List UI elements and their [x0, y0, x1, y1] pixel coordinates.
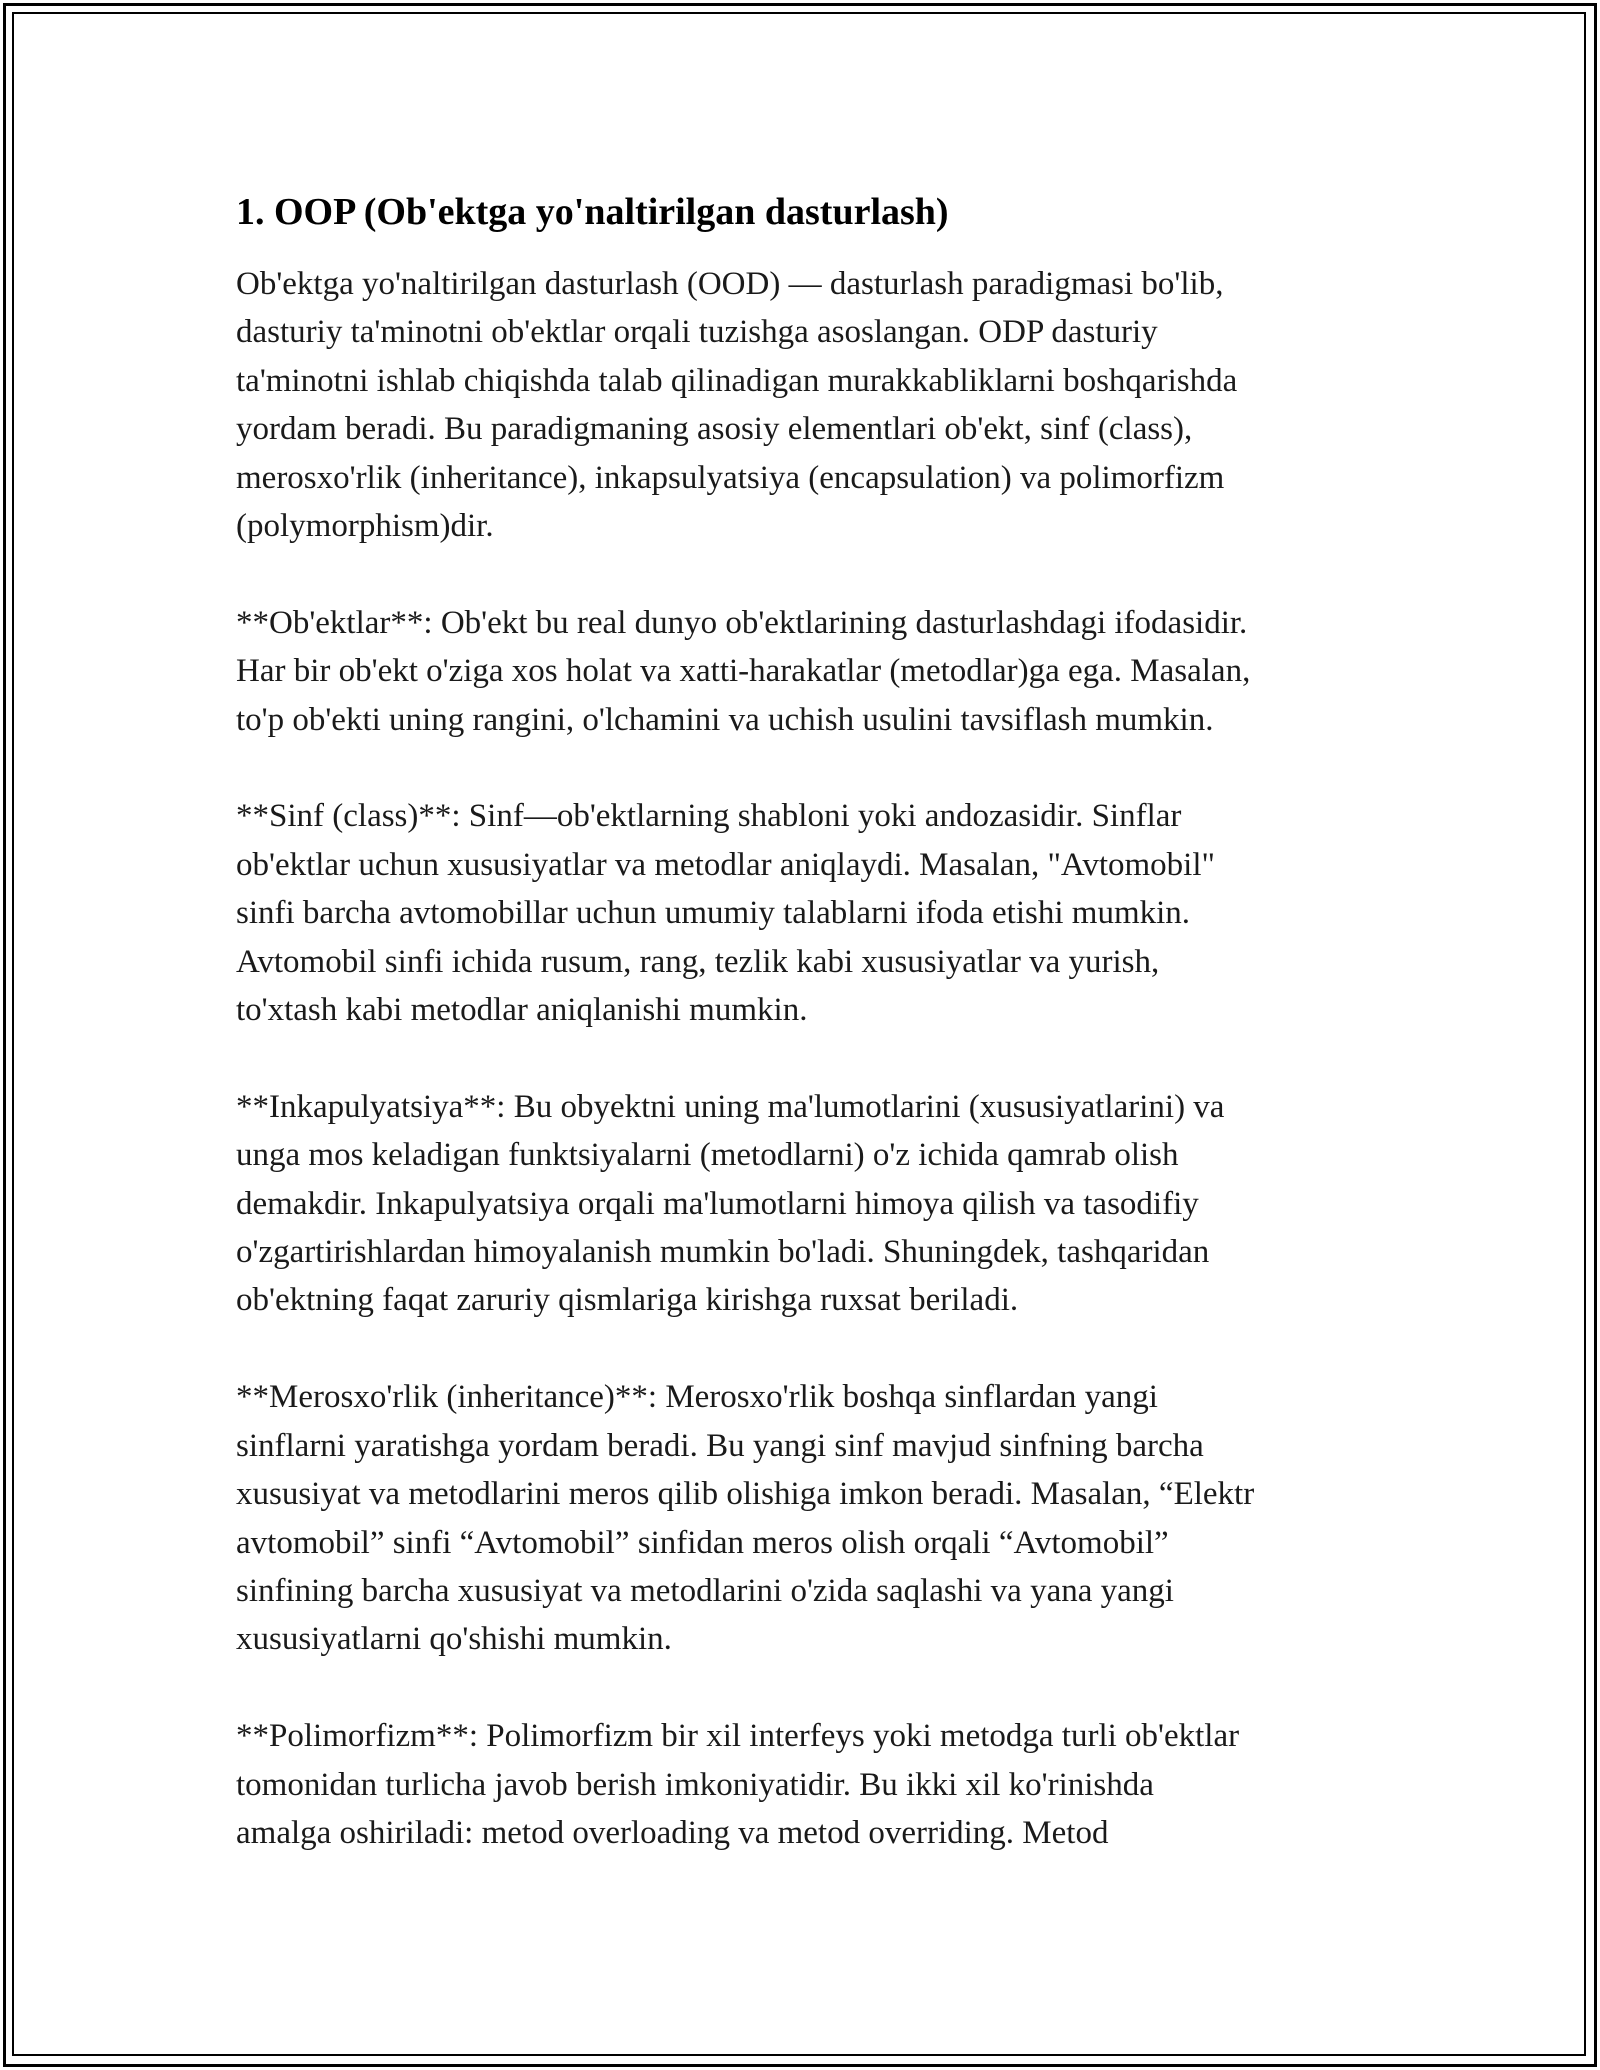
paragraph-class: **Sinf (class)**: Sinf—ob'ektlarning shabloni yoki andozasidir. Sinflar ob'ektlar uchun xususiyatlar va metodlar aniqlaydi. Masalan, "Avtomobil" sinfi barcha avtomobillar uchun umumiy talablarni ifoda etishi mumkin. Avtomobil sinfi ichida rusum, rang, tezlik kabi xususiyatlar va yurish, to'xtash kabi metodlar aniqlanishi mumkin.	[236, 798, 1215, 1029]
document-body	[236, 188, 1386, 1906]
paragraph-inheritance: **Merosxo'rlik (inheritance)**: Merosxo'rlik boshqa sinflardan yangi sinflarni yaratishga yordam beradi. Bu yangi sinf mavjud sinfning barcha xususiyat va metodlarini meros qilib olishiga imkon beradi. Masalan, “Elektr avtomobil” sinfi “Avtomobil” sinfidan meros olish orqali “Avtomobil” sinfining barcha xususiyat va metodlarini o'zida saqlashi va yana yangi xususiyatlarni qo'shishi mumkin.	[236, 1379, 1255, 1658]
section-heading: 1. OOP (Ob'ektga yo'naltirilgan dasturlash)	[236, 191, 949, 233]
paragraph-intro: Ob'ektga yo'naltirilgan dasturlash (OOD) — dasturlash paradigmasi bo'lib, dasturiy ta'minotni ob'ektlar orqali tuzishga asoslangan. ODP dasturiy ta'minotni ishlab chiqishda talab qilinadigan murakkabliklarni boshqarishda yordam beradi. Bu paradigmaning asosiy elementlari ob'ekt, sinf (class), merosxo'rlik (inheritance), inkapsulyatsiya (encapsulation) va polimorfizm (polymorphism)dir.	[236, 266, 1238, 545]
paragraph-objects: **Ob'ektlar**: Ob'ekt bu real dunyo ob'ektlarining dasturlashdagi ifodasidir. Har bir ob'ekt o'ziga xos holat va xatti-harakatlar (metodlar)ga ega. Masalan, to'p ob'ekti uning rangini, o'lchamini va uchish usulini tavsiflash mumkin.	[236, 604, 1251, 738]
paragraph-polymorphism: **Polimorfizm**: Polimorfizm bir xil interfeys yoki metodga turli ob'ektlar tomonidan turlicha javob berish imkoniyatidir. Bu ikki xil ko'rinishda amalga oshiriladi: metod overloading va metod overriding. Metod	[236, 1718, 1240, 1851]
paragraph-encapsulation: **Inkapulyatsiya**: Bu obyektni uning ma'lumotlarini (xususiyatlarini) va unga mos keladigan funktsiyalarni (metodlarni) o'z ichida qamrab olish demakdir. Inkapulyatsiya orqali ma'lumotlarni himoya qilish va tasodifiy o'zgartirishlardan himoyalanish mumkin bo'ladi. Shuningdek, tashqaridan ob'ektning faqat zaruriy qismlariga kirishga ruxsat beriladi.	[236, 1088, 1225, 1319]
